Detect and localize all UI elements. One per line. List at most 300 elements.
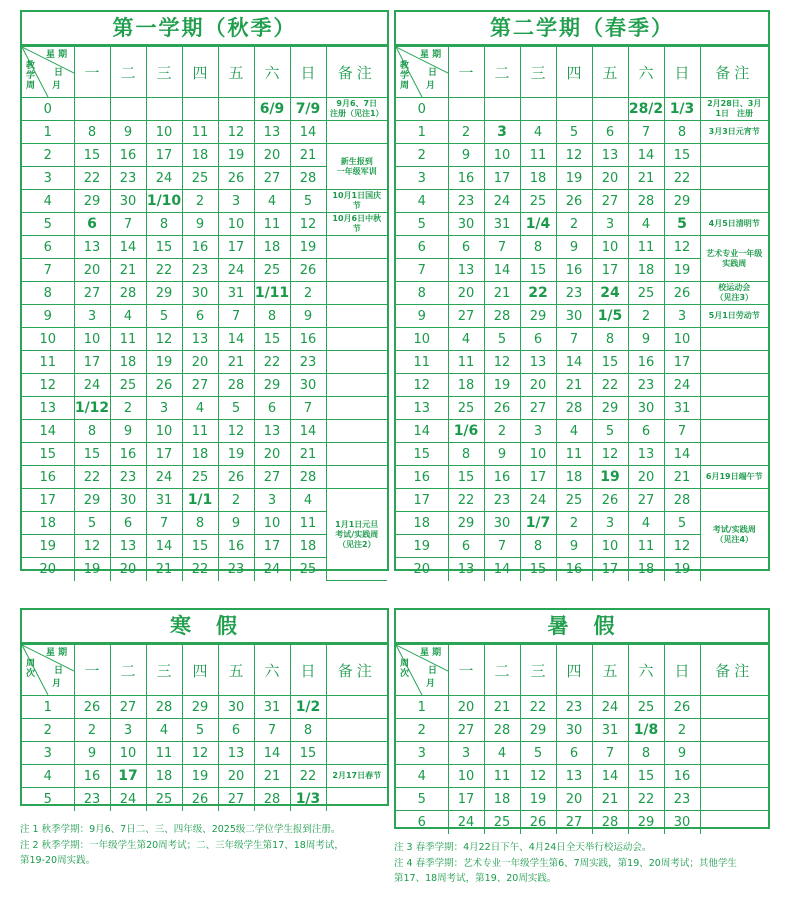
summer-title: 暑 假 [396, 610, 768, 644]
day-cell: 26 [484, 397, 520, 420]
day-cell: 22 [146, 259, 182, 282]
day-cell: 3 [664, 305, 700, 328]
corner-ri: 日 [428, 666, 438, 676]
day-cell: 16 [290, 328, 326, 351]
semester1-block [20, 10, 389, 577]
day-cell: 14 [218, 328, 254, 351]
winter-table [22, 644, 387, 811]
corner-cell [22, 47, 74, 98]
week-row [22, 719, 387, 742]
week-row [396, 236, 768, 259]
day-cell: 1/3 [664, 98, 700, 121]
day-cell: 11 [628, 535, 664, 558]
week-row [22, 121, 387, 144]
week-number: 3 [396, 742, 448, 765]
day-cell: 27 [520, 397, 556, 420]
day-cell [146, 98, 182, 121]
week-row [396, 811, 768, 834]
remark-cell: 校运动会 （见注3） [700, 282, 768, 305]
day-cell: 14 [254, 742, 290, 765]
week-row [396, 328, 768, 351]
header-row [22, 47, 387, 98]
day-cell: 2 [448, 121, 484, 144]
day-cell: 18 [182, 144, 218, 167]
day-cell: 2 [484, 420, 520, 443]
day-cell: 9 [110, 420, 146, 443]
day-cell: 4 [556, 420, 592, 443]
corner-zhou: 教 学 周 [26, 61, 36, 91]
day-cell [520, 98, 556, 121]
day-cell: 21 [290, 443, 326, 466]
header-row [396, 645, 768, 696]
remark-cell [700, 696, 768, 719]
day-cell: 6 [448, 236, 484, 259]
day-cell: 22 [520, 282, 556, 305]
day-cell: 30 [448, 213, 484, 236]
day-cell: 1/12 [74, 397, 110, 420]
remark-cell [326, 374, 387, 397]
weekday-header: 一 [448, 645, 484, 696]
day-cell: 29 [74, 190, 110, 213]
day-cell: 12 [182, 742, 218, 765]
corner-zhou: 周 次 [26, 659, 36, 679]
day-cell: 27 [218, 788, 254, 811]
remark-header: 备注 [700, 47, 768, 98]
remark-cell [326, 305, 387, 328]
day-cell: 15 [448, 466, 484, 489]
day-cell: 19 [182, 765, 218, 788]
day-cell: 1/5 [592, 305, 628, 328]
day-cell: 18 [110, 351, 146, 374]
day-cell: 23 [484, 489, 520, 512]
remark-cell: 2月28日、3月 1日 注册 [700, 98, 768, 121]
weekday-header: 五 [592, 47, 628, 98]
day-cell: 13 [254, 121, 290, 144]
day-cell: 15 [520, 259, 556, 282]
day-cell: 6 [218, 719, 254, 742]
day-cell: 8 [520, 535, 556, 558]
day-cell: 2 [628, 305, 664, 328]
day-cell: 21 [110, 259, 146, 282]
day-cell: 23 [74, 788, 110, 811]
day-cell: 26 [146, 374, 182, 397]
day-cell: 23 [556, 696, 592, 719]
day-cell: 24 [592, 282, 628, 305]
remark-cell [700, 765, 768, 788]
day-cell: 22 [290, 765, 326, 788]
day-cell: 28 [254, 788, 290, 811]
day-cell: 23 [556, 282, 592, 305]
week-row [22, 742, 387, 765]
day-cell: 22 [182, 558, 218, 581]
day-cell: 9 [110, 121, 146, 144]
day-cell: 7 [146, 512, 182, 535]
day-cell: 24 [592, 696, 628, 719]
day-cell: 30 [556, 719, 592, 742]
day-cell: 31 [254, 696, 290, 719]
summer-block [394, 608, 770, 829]
day-cell: 17 [484, 167, 520, 190]
day-cell: 15 [664, 144, 700, 167]
day-cell: 12 [218, 420, 254, 443]
day-cell: 28 [146, 696, 182, 719]
remark-cell [326, 121, 387, 144]
weekday-header: 二 [484, 47, 520, 98]
day-cell: 20 [448, 282, 484, 305]
day-cell: 2 [556, 213, 592, 236]
week-row [396, 466, 768, 489]
day-cell: 11 [182, 121, 218, 144]
corner-yue: 月 [426, 81, 436, 91]
weekday-header: 三 [146, 645, 182, 696]
day-cell: 26 [290, 259, 326, 282]
week-row [396, 765, 768, 788]
note-3: 注 3 春季学期：4月22日下午、4月24日全天举行校运动会。 [394, 842, 652, 853]
day-cell: 22 [448, 489, 484, 512]
day-cell: 16 [664, 765, 700, 788]
day-cell: 5 [74, 512, 110, 535]
week-row [396, 696, 768, 719]
remark-cell [700, 443, 768, 466]
week-number: 5 [396, 788, 448, 811]
day-cell: 26 [74, 696, 110, 719]
remark-cell [326, 351, 387, 374]
day-cell: 25 [110, 374, 146, 397]
day-cell: 5 [592, 420, 628, 443]
day-cell: 7 [254, 719, 290, 742]
day-cell: 27 [74, 282, 110, 305]
day-cell: 7 [484, 535, 520, 558]
day-cell: 25 [254, 259, 290, 282]
day-cell: 28 [290, 466, 326, 489]
day-cell: 9 [182, 213, 218, 236]
remark-cell [700, 328, 768, 351]
week-row [396, 443, 768, 466]
day-cell: 10 [448, 765, 484, 788]
week-number: 2 [396, 719, 448, 742]
day-cell: 31 [484, 213, 520, 236]
day-cell: 26 [664, 282, 700, 305]
week-number: 3 [22, 167, 74, 190]
day-cell: 12 [664, 236, 700, 259]
day-cell: 13 [110, 535, 146, 558]
day-cell: 30 [628, 397, 664, 420]
day-cell: 8 [592, 328, 628, 351]
day-cell: 11 [290, 512, 326, 535]
corner-cell [22, 645, 74, 696]
day-cell: 30 [182, 282, 218, 305]
week-number: 16 [22, 466, 74, 489]
corner-xingqi: 星 期 [46, 648, 68, 658]
day-cell: 13 [448, 558, 484, 581]
day-cell: 9 [664, 742, 700, 765]
week-number: 10 [396, 328, 448, 351]
week-row [22, 696, 387, 719]
day-cell: 31 [146, 489, 182, 512]
corner-ri: 日 [428, 68, 438, 78]
day-cell: 24 [146, 466, 182, 489]
day-cell: 27 [448, 719, 484, 742]
day-cell: 25 [520, 190, 556, 213]
remark-cell [326, 236, 387, 259]
remark-cell: 10月6日中秋节 [326, 213, 387, 236]
day-cell: 16 [628, 351, 664, 374]
remark-cell: 4月5日清明节 [700, 213, 768, 236]
day-cell: 25 [146, 788, 182, 811]
day-cell: 20 [556, 788, 592, 811]
week-row [396, 282, 768, 305]
week-row [396, 190, 768, 213]
day-cell: 25 [484, 811, 520, 834]
week-number: 17 [396, 489, 448, 512]
day-cell: 30 [664, 811, 700, 834]
day-cell: 11 [110, 328, 146, 351]
day-cell: 8 [520, 236, 556, 259]
day-cell: 7 [556, 328, 592, 351]
remark-cell [326, 742, 387, 765]
day-cell: 29 [74, 489, 110, 512]
day-cell: 20 [254, 443, 290, 466]
week-number: 7 [396, 259, 448, 282]
week-number: 12 [22, 374, 74, 397]
remark-cell [326, 443, 387, 466]
week-row [396, 351, 768, 374]
day-cell: 24 [146, 167, 182, 190]
day-cell: 13 [592, 144, 628, 167]
day-cell [182, 98, 218, 121]
day-cell: 3 [146, 397, 182, 420]
day-cell: 24 [664, 374, 700, 397]
week-number: 6 [396, 811, 448, 834]
day-cell: 11 [146, 742, 182, 765]
remark-cell [700, 374, 768, 397]
day-cell: 28 [592, 811, 628, 834]
remark-cell: 1月1日元旦 考试/实践周 （见注2） [326, 489, 387, 581]
remark-cell: 10月1日国庆节 [326, 190, 387, 213]
day-cell: 10 [664, 328, 700, 351]
weekday-header: 日 [664, 47, 700, 98]
day-cell: 26 [520, 811, 556, 834]
week-number: 2 [396, 144, 448, 167]
day-cell: 7 [664, 420, 700, 443]
day-cell: 19 [556, 167, 592, 190]
day-cell: 18 [628, 259, 664, 282]
week-row [396, 167, 768, 190]
corner-xingqi: 星 期 [420, 50, 442, 60]
day-cell: 17 [146, 144, 182, 167]
day-cell: 26 [592, 489, 628, 512]
day-cell: 9 [628, 328, 664, 351]
week-number: 8 [22, 282, 74, 305]
day-cell: 28 [628, 190, 664, 213]
remark-cell [700, 558, 768, 581]
day-cell: 3 [484, 121, 520, 144]
week-row [22, 259, 387, 282]
day-cell: 2 [74, 719, 110, 742]
day-cell: 23 [448, 190, 484, 213]
day-cell: 15 [520, 558, 556, 581]
day-cell: 16 [74, 765, 110, 788]
day-cell: 14 [664, 443, 700, 466]
remark-cell: 考试/实践周 （见注4） [700, 512, 768, 558]
weekday-header: 一 [448, 47, 484, 98]
day-cell: 5 [664, 213, 700, 236]
day-cell: 22 [592, 374, 628, 397]
week-number: 10 [22, 328, 74, 351]
day-cell: 3 [254, 489, 290, 512]
day-cell: 13 [520, 351, 556, 374]
day-cell: 12 [556, 144, 592, 167]
week-row [396, 558, 768, 581]
day-cell: 14 [146, 535, 182, 558]
weekday-header: 日 [290, 645, 326, 696]
remark-cell [700, 489, 768, 512]
remark-header: 备注 [326, 645, 387, 696]
week-number: 4 [22, 190, 74, 213]
weekday-header: 六 [628, 645, 664, 696]
day-cell: 25 [628, 696, 664, 719]
semester2-title: 第二学期（春季） [396, 12, 768, 46]
day-cell: 4 [628, 213, 664, 236]
day-cell [592, 98, 628, 121]
week-number: 20 [22, 558, 74, 581]
day-cell: 17 [110, 765, 146, 788]
day-cell: 1/11 [254, 282, 290, 305]
day-cell: 7 [592, 742, 628, 765]
day-cell: 18 [520, 167, 556, 190]
day-cell: 9 [290, 305, 326, 328]
day-cell: 11 [556, 443, 592, 466]
day-cell: 24 [254, 558, 290, 581]
week-number: 4 [396, 765, 448, 788]
semester2-block [394, 10, 770, 577]
week-row [396, 788, 768, 811]
weekday-header: 日 [664, 645, 700, 696]
corner-yue: 月 [52, 81, 62, 91]
day-cell: 2 [218, 489, 254, 512]
day-cell: 22 [520, 696, 556, 719]
weekday-header: 六 [254, 47, 290, 98]
weekday-header: 五 [218, 645, 254, 696]
week-number: 1 [22, 121, 74, 144]
day-cell: 15 [182, 535, 218, 558]
day-cell: 11 [520, 144, 556, 167]
day-cell [556, 98, 592, 121]
remark-cell: 9月6、7日 注册（见注1） [326, 98, 387, 121]
week-number: 5 [396, 213, 448, 236]
day-cell: 24 [218, 259, 254, 282]
day-cell: 23 [182, 259, 218, 282]
day-cell: 20 [592, 167, 628, 190]
winter-block [20, 608, 389, 806]
day-cell: 5 [484, 328, 520, 351]
day-cell: 23 [290, 351, 326, 374]
day-cell: 5 [556, 121, 592, 144]
remark-cell [326, 788, 387, 811]
day-cell: 21 [592, 788, 628, 811]
day-cell: 26 [218, 167, 254, 190]
week-number: 18 [396, 512, 448, 535]
day-cell: 2 [290, 282, 326, 305]
day-cell: 24 [110, 788, 146, 811]
day-cell: 16 [556, 259, 592, 282]
week-number: 6 [22, 236, 74, 259]
day-cell: 8 [254, 305, 290, 328]
day-cell [448, 98, 484, 121]
remark-cell [326, 696, 387, 719]
weekday-header: 五 [218, 47, 254, 98]
day-cell: 23 [218, 558, 254, 581]
week-number: 5 [22, 213, 74, 236]
day-cell: 25 [448, 397, 484, 420]
week-number: 16 [396, 466, 448, 489]
day-cell: 15 [254, 328, 290, 351]
week-number: 12 [396, 374, 448, 397]
day-cell: 9 [74, 742, 110, 765]
weekday-header: 三 [520, 645, 556, 696]
day-cell: 18 [628, 558, 664, 581]
day-cell: 20 [254, 144, 290, 167]
day-cell: 22 [664, 167, 700, 190]
remark-cell: 3月3日元宵节 [700, 121, 768, 144]
remark-cell [700, 397, 768, 420]
remark-cell [326, 259, 387, 282]
day-cell: 1/3 [290, 788, 326, 811]
day-cell: 27 [182, 374, 218, 397]
corner-xingqi: 星 期 [420, 648, 442, 658]
day-cell: 25 [556, 489, 592, 512]
day-cell [484, 98, 520, 121]
day-cell: 7 [628, 121, 664, 144]
day-cell: 1/1 [182, 489, 218, 512]
day-cell: 1/8 [628, 719, 664, 742]
day-cell: 5 [146, 305, 182, 328]
semester1-table [22, 46, 387, 581]
remark-cell [326, 719, 387, 742]
day-cell: 5 [182, 719, 218, 742]
week-row [22, 489, 387, 512]
day-cell: 6 [74, 213, 110, 236]
remark-cell [700, 420, 768, 443]
day-cell: 21 [290, 144, 326, 167]
week-row [22, 765, 387, 788]
day-cell: 26 [664, 696, 700, 719]
day-cell: 15 [74, 144, 110, 167]
day-cell: 8 [74, 121, 110, 144]
day-cell: 16 [484, 466, 520, 489]
day-cell: 8 [628, 742, 664, 765]
week-row [396, 98, 768, 121]
week-number: 4 [396, 190, 448, 213]
day-cell: 19 [290, 236, 326, 259]
day-cell: 27 [592, 190, 628, 213]
week-number: 8 [396, 282, 448, 305]
week-row [22, 98, 387, 121]
day-cell: 18 [254, 236, 290, 259]
day-cell: 31 [592, 719, 628, 742]
day-cell: 7 [290, 397, 326, 420]
day-cell: 28 [484, 305, 520, 328]
week-row [22, 397, 387, 420]
day-cell: 14 [110, 236, 146, 259]
remark-cell [326, 328, 387, 351]
week-number: 15 [396, 443, 448, 466]
weekday-header: 日 [290, 47, 326, 98]
day-cell: 12 [74, 535, 110, 558]
weekday-header: 四 [556, 47, 592, 98]
day-cell: 2 [182, 190, 218, 213]
week-row [22, 305, 387, 328]
